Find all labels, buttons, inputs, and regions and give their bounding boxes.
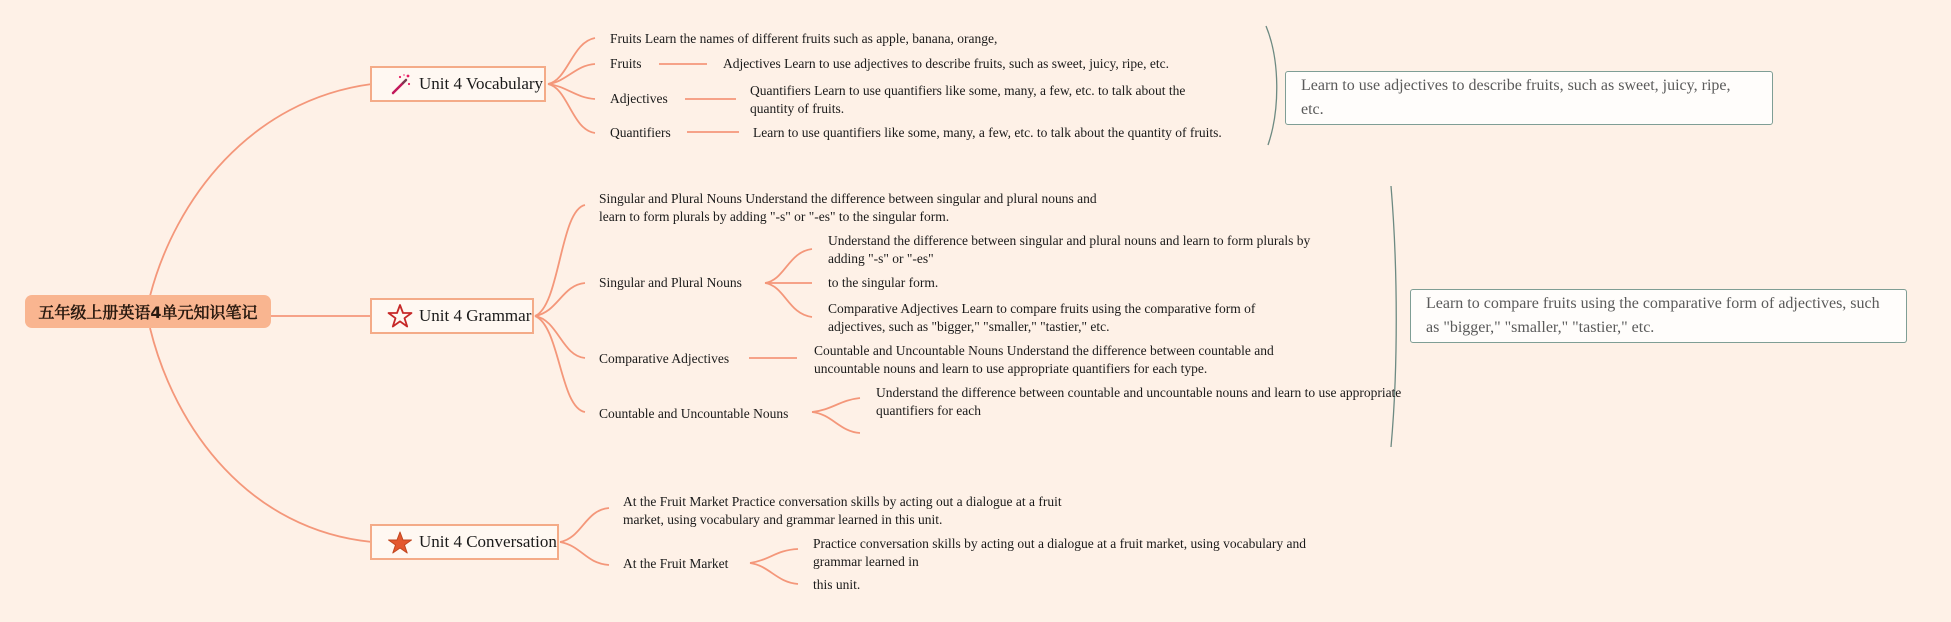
link-singular-detail-1 <box>765 249 812 283</box>
adjectives-detail[interactable]: Quantifiers Learn to use quantifiers like some, many, a few, etc. to talk about the quantity of fruits. <box>750 83 1186 116</box>
star-filled-icon <box>387 529 413 555</box>
vocabulary-item-quantifiers[interactable]: Quantifiers <box>610 125 671 140</box>
link-market-detail-1 <box>750 549 798 563</box>
link-conversation-market <box>560 542 609 565</box>
comparative-detail[interactable]: Countable and Uncountable Nouns Understand the difference between countable and uncountable nouns and learn to use appropriate quantifiers for each type. <box>814 343 1274 376</box>
grammar-item-comparative[interactable]: Comparative Adjectives <box>599 351 730 366</box>
star-outline-icon <box>387 303 413 329</box>
link-root-vocabulary <box>150 84 372 296</box>
summary-grammar-text: Learn to compare fruits using the comparative form of adjectives, such as "bigger," "smaller," "tastier," etc. <box>1426 295 1880 336</box>
root-title: 五年级上册英语4单元知识笔记 <box>38 303 258 322</box>
vocabulary-item-fruits[interactable]: Fruits <box>610 56 642 71</box>
singular-plural-detail-1[interactable]: Understand the difference between singular and plural nouns and learn to form plurals by adding "-s" or "-es" <box>828 233 1311 266</box>
singular-plural-detail-2[interactable]: to the singular form. <box>828 275 939 290</box>
summary-grammar[interactable] <box>1410 289 1907 343</box>
grammar-item-countable[interactable]: Countable and Uncountable Nouns <box>599 406 789 421</box>
root-topic[interactable] <box>25 295 271 328</box>
fruits-detail[interactable]: Adjectives Learn to use adjectives to describe fruits, such as sweet, juicy, ripe, etc. <box>723 56 1169 71</box>
link-countable-detail-2 <box>812 412 860 433</box>
summary-brace-vocabulary <box>1266 26 1277 145</box>
link-grammar-countable <box>535 316 585 412</box>
grammar-intro[interactable]: Singular and Plural Nouns Understand the difference between singular and plural nouns and learn to form plurals by adding "-s" or "-es" to the singular form. <box>599 191 1097 224</box>
summary-vocabulary-text: Learn to use adjectives to describe fruits, such as sweet, juicy, ripe, etc. <box>1301 77 1731 118</box>
grammar-item-singular-plural[interactable]: Singular and Plural Nouns <box>599 275 742 290</box>
magic-wand-icon <box>387 71 413 97</box>
topic-unit-conversation[interactable] <box>370 524 559 560</box>
conversation-intro[interactable]: At the Fruit Market Practice conversation skills by acting out a dialogue at a fruit market, using vocabulary and grammar learned in this unit. <box>623 494 1062 527</box>
link-singular-detail-3 <box>765 283 812 317</box>
fruit-market-detail-1[interactable]: Practice conversation skills by acting out a dialogue at a fruit market, using vocabulary and grammar learned in <box>813 536 1306 569</box>
vocabulary-intro[interactable]: Fruits Learn the names of different fruits such as apple, banana, orange, <box>610 31 998 46</box>
countable-detail[interactable]: Understand the difference between countable and uncountable nouns and learn to use appropriate quantifiers for each <box>876 385 1402 418</box>
summary-vocabulary[interactable] <box>1285 71 1773 125</box>
fruit-market-detail-2[interactable]: this unit. <box>813 577 861 592</box>
unit-conversation-title: Unit 4 Conversation <box>419 532 557 551</box>
unit-grammar-title: Unit 4 Grammar <box>419 306 532 325</box>
singular-plural-detail-3[interactable]: Comparative Adjectives Learn to compare fruits using the comparative form of adjectives, such as "bigger," "smaller," "tastier," etc. <box>828 301 1256 334</box>
topic-unit-grammar[interactable] <box>370 298 534 334</box>
link-vocab-intro <box>548 38 595 84</box>
topic-unit-vocabulary[interactable] <box>370 66 546 102</box>
unit-vocabulary-title: Unit 4 Vocabulary <box>419 74 544 93</box>
link-conversation-intro <box>560 508 609 542</box>
link-market-detail-2 <box>750 563 798 584</box>
vocabulary-item-adjectives[interactable]: Adjectives <box>610 91 668 106</box>
link-countable-detail-1 <box>812 398 860 412</box>
link-root-conversation <box>150 328 372 542</box>
conversation-item-fruit-market[interactable]: At the Fruit Market <box>623 556 729 571</box>
quantifiers-detail[interactable]: Learn to use quantifiers like some, many, a few, etc. to talk about the quantity of fruits. <box>753 125 1222 140</box>
